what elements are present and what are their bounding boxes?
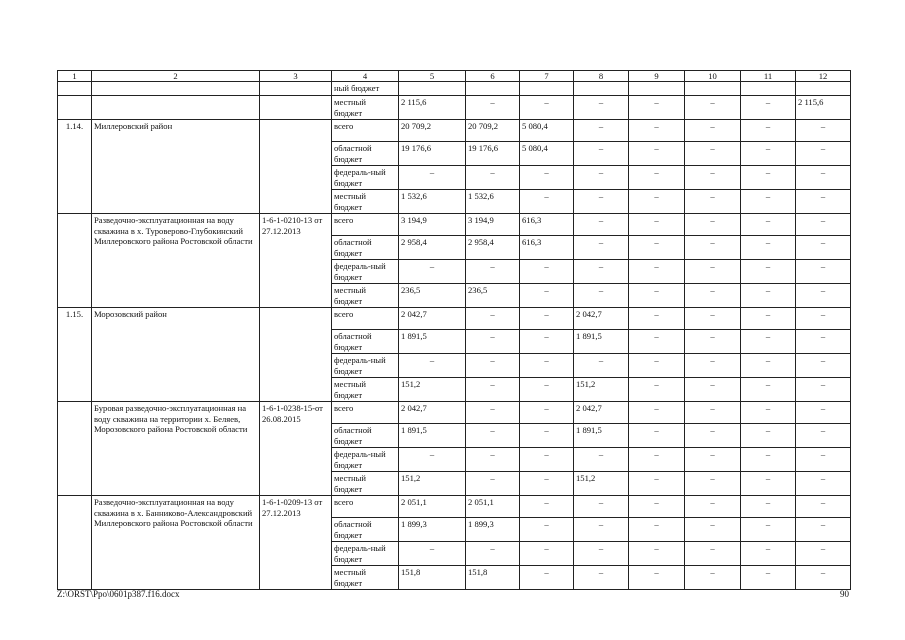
cell-value: – [520,378,574,402]
cell-value: 1 899,3 [399,518,466,542]
cell-value: – [629,308,685,330]
table-body [58,82,851,590]
cell-value: – [685,424,741,448]
cell-value [574,82,629,96]
cell-budget-type: федераль-ный бюджет [332,354,399,378]
cell-value: – [466,308,520,330]
cell-value: – [629,166,685,190]
cell-value: 151,2 [574,472,629,496]
cell-value: 2 051,1 [466,496,520,518]
cell-value: – [574,518,629,542]
cell-budget-type: местный бюджет [332,378,399,402]
cell-value: 2 042,7 [399,402,466,424]
cell-value: – [796,472,851,496]
cell-code: 1-6-1-0209-13 от 27.12.2013 [260,496,332,590]
cell-budget-type: местный бюджет [332,284,399,308]
cell-value: – [796,378,851,402]
cell-budget-type: местный бюджет [332,190,399,214]
cell-value: – [399,542,466,566]
table-row [58,402,851,424]
cell-value: – [796,448,851,472]
cell-value: – [574,496,629,518]
cell-value: – [520,330,574,354]
cell-value: – [796,402,851,424]
cell-value: 151,2 [574,378,629,402]
cell-value: – [796,542,851,566]
cell-value: 1 532,6 [466,190,520,214]
cell-value: – [629,542,685,566]
cell-value: 5 080,4 [520,142,574,166]
table-row [58,496,851,518]
cell-value: – [741,120,796,142]
cell-value: 5 080,4 [520,120,574,142]
cell-value: 20 709,2 [466,120,520,142]
continuation-row [58,82,851,96]
cell-value: – [466,166,520,190]
cell-value: – [685,96,741,120]
cell-value: – [629,378,685,402]
cell-value: – [685,378,741,402]
cell-value [796,82,851,96]
cell-budget-type: федераль-ный бюджет [332,542,399,566]
cell-value: – [741,566,796,590]
cell-value: – [466,354,520,378]
cell-value: – [796,190,851,214]
cell-num [58,496,92,590]
cell-value: – [741,424,796,448]
cell-value: – [629,214,685,236]
cell-value: 3 194,9 [466,214,520,236]
cell-num [58,214,92,308]
cell-value: – [520,518,574,542]
cell-name: Разведочно-эксплуатационная на воду скважина в х. Туроверово-Глубокинский Миллеровского района Ростовской области [92,214,260,308]
cell-code: 1-6-1-0210-13 от 27.12.2013 [260,214,332,308]
cell-budget-type: всего [332,308,399,330]
cell-value: – [796,424,851,448]
cell-name: Буровая разведочно-эксплуатационная на воду скважина на территории х. Беляев, Морозовского района Ростовской области [92,402,260,496]
cell-value: – [796,260,851,284]
cell-name: Морозовский район [92,308,260,402]
cell-value: 20 709,2 [399,120,466,142]
cell-value: – [574,96,629,120]
cell-value: – [796,284,851,308]
cell-value: – [741,236,796,260]
cell-value: – [520,260,574,284]
cell-value: 2 042,7 [574,402,629,424]
cell-budget-type: областной бюджет [332,142,399,166]
cell-value: 151,2 [399,472,466,496]
cell-value: 3 194,9 [399,214,466,236]
cell-value: – [466,330,520,354]
cell-value: – [741,378,796,402]
cell-value: – [741,308,796,330]
cell-num [58,96,92,120]
cell-value: – [520,424,574,448]
cell-name [92,96,260,120]
cell-value: – [574,542,629,566]
cell-value: – [685,308,741,330]
cell-value: – [685,402,741,424]
cell-value: – [399,260,466,284]
cell-value: – [520,308,574,330]
cell-budget-type: всего [332,214,399,236]
cell-value: – [520,354,574,378]
header-cell: 4 [332,71,399,82]
table-row [58,308,851,330]
cell-value: – [741,190,796,214]
cell-budget-type: всего [332,120,399,142]
cell-value: 2 958,4 [399,236,466,260]
cell-value: 19 176,6 [466,142,520,166]
cell-value: – [574,120,629,142]
header-cell: 1 [58,71,92,82]
cell-name [92,82,260,96]
cell-budget-type: всего [332,402,399,424]
cell-budget-type: федераль-ный бюджет [332,260,399,284]
cell-value: – [685,214,741,236]
cell-value: – [629,472,685,496]
cell-value: – [685,236,741,260]
cell-value: – [629,284,685,308]
cell-value: – [574,142,629,166]
cell-value: – [399,166,466,190]
cell-value: – [629,566,685,590]
cell-budget-type: областной бюджет [332,330,399,354]
budget-table [57,70,851,590]
cell-value: – [796,308,851,330]
cell-value: – [741,214,796,236]
cell-value: – [629,330,685,354]
cell-value: – [574,566,629,590]
cell-budget-type: областной бюджет [332,236,399,260]
cell-value: – [741,496,796,518]
cell-code [260,96,332,120]
cell-value: – [685,496,741,518]
cell-value: – [685,448,741,472]
cell-value: – [399,448,466,472]
cell-name: Разведочно-эксплуатационная на воду скважина в х. Банниково-Александровский Миллеровского района Ростовской области [92,496,260,590]
cell-value: 1 891,5 [399,424,466,448]
cell-value: 151,8 [466,566,520,590]
cell-value: 236,5 [466,284,520,308]
cell-value: – [796,166,851,190]
cell-value: – [574,214,629,236]
cell-value: – [796,142,851,166]
cell-value: – [466,424,520,448]
cell-value: 2 958,4 [466,236,520,260]
cell-value: – [574,166,629,190]
cell-value: – [741,518,796,542]
cell-value: – [466,542,520,566]
cell-value: 2 115,6 [796,96,851,120]
cell-value: 19 176,6 [399,142,466,166]
cell-value: – [629,120,685,142]
page-number: 90 [840,589,849,599]
cell-value: – [466,472,520,496]
cell-value: – [741,402,796,424]
cell-value: – [520,284,574,308]
cell-value: – [741,472,796,496]
cell-num [58,402,92,496]
header-cell: 7 [520,71,574,82]
cell-value [741,82,796,96]
cell-value: 151,2 [399,378,466,402]
cell-num [58,82,92,96]
cell-value [399,82,466,96]
cell-value: – [466,402,520,424]
cell-budget-type: местный бюджет [332,472,399,496]
cell-value: – [685,284,741,308]
cell-value: 2 042,7 [574,308,629,330]
cell-code [260,82,332,96]
cell-value: – [574,448,629,472]
cell-value: – [796,330,851,354]
cell-value: – [629,402,685,424]
cell-value: – [685,166,741,190]
cell-budget-type: областной бюджет [332,518,399,542]
cell-num: 1.15. [58,308,92,402]
cell-value: – [520,402,574,424]
header-cell: 2 [92,71,260,82]
cell-value: – [685,142,741,166]
cell-value: 1 891,5 [399,330,466,354]
cell-value: – [741,354,796,378]
cell-value: – [741,542,796,566]
cell-value: – [466,260,520,284]
cell-budget-type: местный бюджет [332,566,399,590]
cell-value: – [685,354,741,378]
header-cell: 11 [741,71,796,82]
cell-value: – [520,566,574,590]
cell-value: – [574,354,629,378]
cell-value: 236,5 [399,284,466,308]
cell-value: – [574,190,629,214]
cell-value: – [685,260,741,284]
cell-value: 2 051,1 [399,496,466,518]
cell-value: – [629,518,685,542]
cell-value: 616,3 [520,236,574,260]
cell-value: – [629,96,685,120]
cell-value: – [741,260,796,284]
cell-value: – [520,190,574,214]
cell-value: – [629,142,685,166]
cell-value: – [741,284,796,308]
cell-budget-type: федераль-ный бюджет [332,166,399,190]
cell-value: – [466,378,520,402]
cell-value: – [520,472,574,496]
header-cell: 5 [399,71,466,82]
cell-value: – [399,354,466,378]
cell-value: – [520,166,574,190]
cell-value: – [466,448,520,472]
cell-value: – [741,142,796,166]
cell-value: 1 891,5 [574,424,629,448]
cell-value: 1 891,5 [574,330,629,354]
cell-value [520,82,574,96]
header-cell: 6 [466,71,520,82]
cell-budget-type: федераль-ный бюджет [332,448,399,472]
cell-value: – [685,190,741,214]
header-cell: 10 [685,71,741,82]
cell-value: – [685,566,741,590]
cell-value [466,82,520,96]
cell-value: – [796,120,851,142]
cell-value: – [629,236,685,260]
cell-code [260,308,332,402]
cell-value: – [685,542,741,566]
cell-value: – [796,518,851,542]
cell-value: – [741,166,796,190]
cell-value: – [574,260,629,284]
cell-value: – [629,496,685,518]
cell-value: – [629,190,685,214]
cell-value: 1 532,6 [399,190,466,214]
header-cell: 9 [629,71,685,82]
cell-value: – [629,424,685,448]
cell-value [629,82,685,96]
cell-num: 1.14. [58,120,92,214]
cell-value: – [685,518,741,542]
table-row [58,120,851,142]
cell-value: – [741,96,796,120]
cell-value: 2 115,6 [399,96,466,120]
cell-value: – [741,330,796,354]
cell-budget-type: всего [332,496,399,518]
table-row [58,96,851,120]
cell-value: – [741,448,796,472]
cell-value: – [520,448,574,472]
table-row [58,214,851,236]
table-header [58,71,851,82]
cell-budget-type: местный бюджет [332,96,399,120]
cell-name: Миллеровский район [92,120,260,214]
cell-value [685,82,741,96]
header-row [58,71,851,82]
cell-value: – [685,120,741,142]
cell-value: – [629,448,685,472]
footer-file-path: Z:\ORST\Ppo\0601p387.f16.docx [57,589,180,599]
cell-value: 151,8 [399,566,466,590]
cell-value: 1 899,3 [466,518,520,542]
cell-value: – [796,236,851,260]
cell-value: – [520,96,574,120]
cell-value: – [796,214,851,236]
cell-value: – [685,472,741,496]
header-cell: 8 [574,71,629,82]
cell-budget-type: областной бюджет [332,424,399,448]
cell-value: – [629,260,685,284]
cell-budget-type: ный бюджет [332,82,399,96]
cell-value: – [685,330,741,354]
header-cell: 3 [260,71,332,82]
header-cell: 12 [796,71,851,82]
cell-value: – [574,284,629,308]
cell-value: 2 042,7 [399,308,466,330]
cell-value: – [796,496,851,518]
cell-value: 616,3 [520,214,574,236]
cell-value: – [574,236,629,260]
cell-value: – [796,566,851,590]
cell-value: – [520,542,574,566]
cell-code: 1-6-1-0238-15-от 26.08.2015 [260,402,332,496]
cell-value: – [796,354,851,378]
cell-value: – [629,354,685,378]
cell-code [260,120,332,214]
cell-value: – [520,496,574,518]
cell-value: – [466,96,520,120]
